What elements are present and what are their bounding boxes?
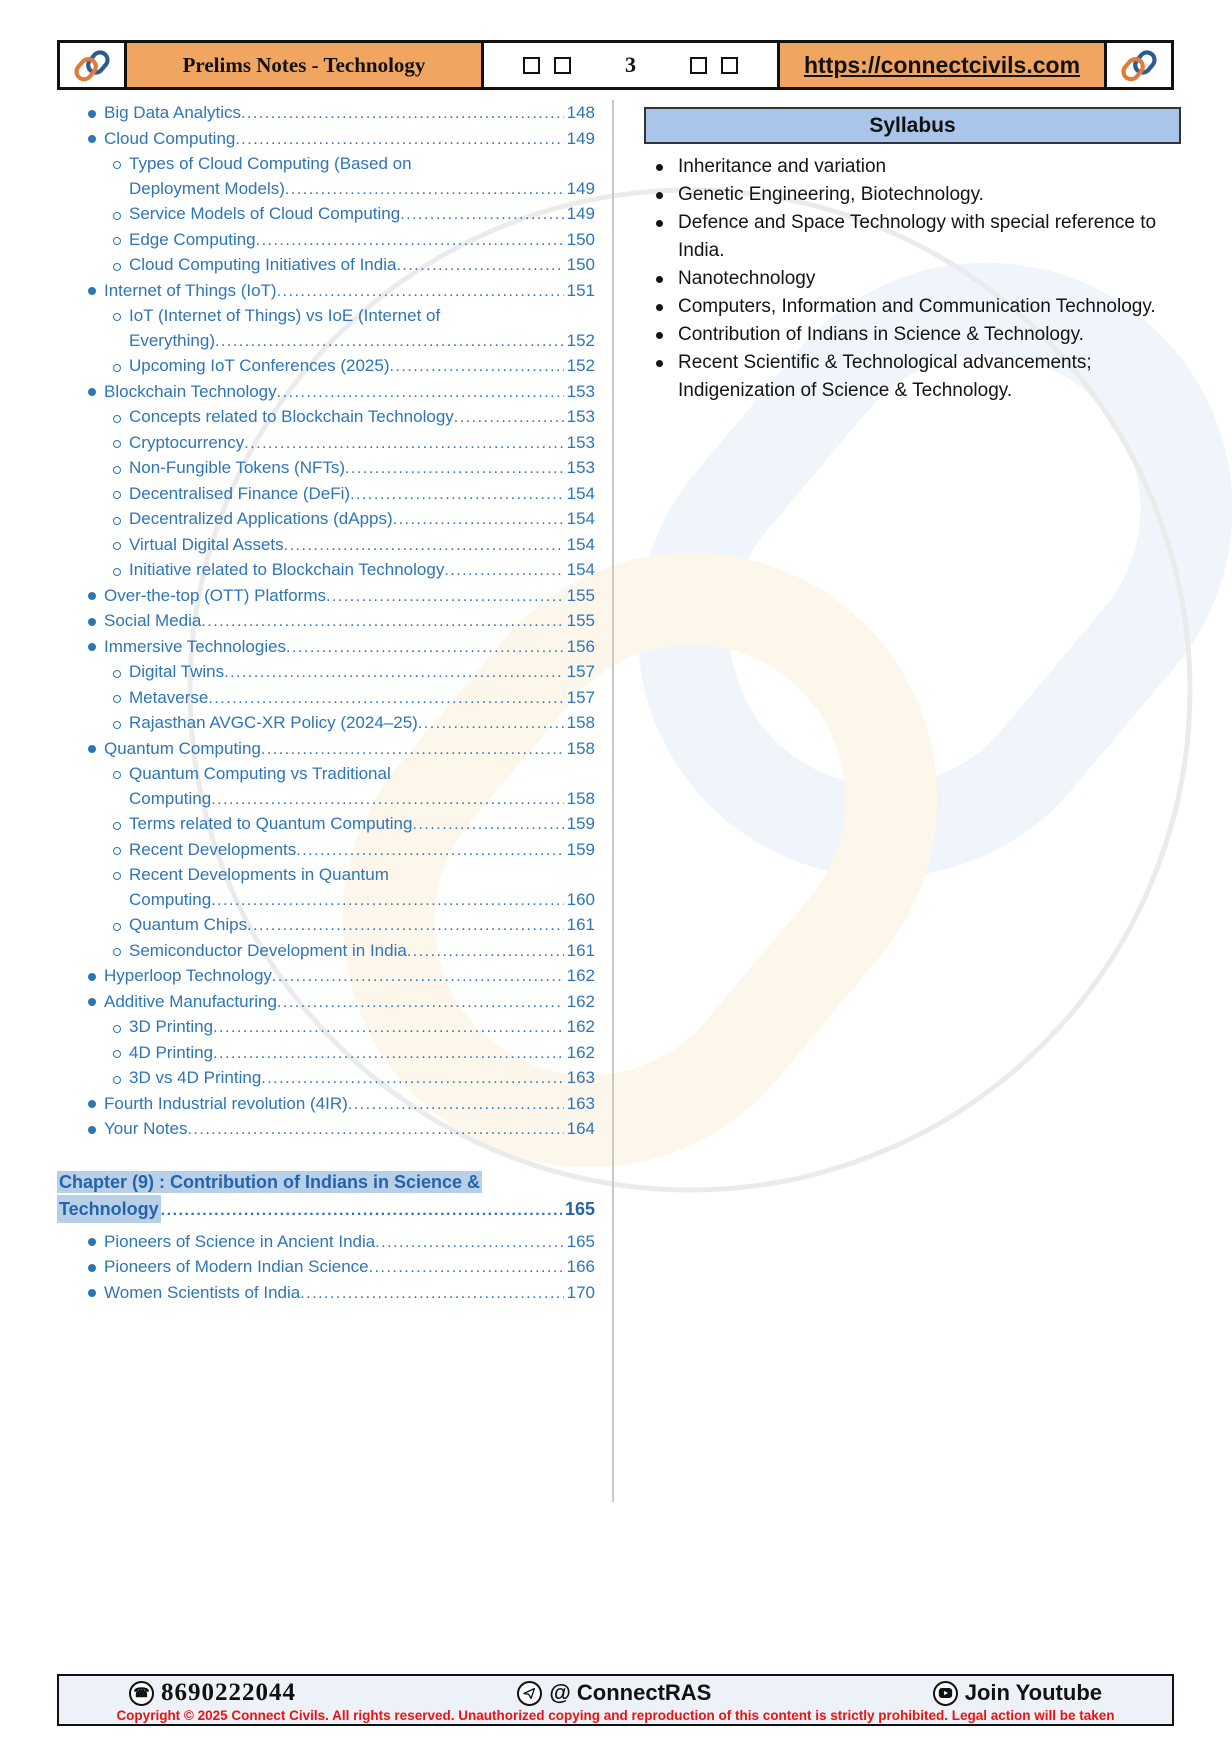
toc-page-number: 158: [566, 738, 595, 758]
dot-leader: [412, 813, 563, 838]
toc-line[interactable]: [57, 101, 595, 127]
toc-entry-text: Quantum Computing vs Traditional: [129, 764, 391, 783]
bullet-circle-icon: [113, 533, 129, 558]
dot-leader: [390, 355, 564, 380]
syllabus-item-text: Computers, Information and Communication Technology.: [678, 296, 1156, 317]
bullet-spacer: [113, 329, 129, 354]
dot-leader: [400, 203, 563, 228]
telegram-icon: [517, 1681, 542, 1706]
website-url-cell: [777, 40, 1107, 90]
toc-page-number: 165: [566, 1231, 595, 1251]
table-of-contents: [57, 101, 595, 1306]
toc-line[interactable]: [57, 990, 595, 1016]
youtube-icon: [933, 1681, 958, 1706]
dot-leader: [326, 585, 564, 610]
toc-page-number: 155: [566, 611, 595, 630]
toc-line[interactable]: [57, 1066, 595, 1092]
bullet-disc-icon: [88, 737, 104, 762]
toc-line[interactable]: [57, 1015, 595, 1041]
bullet-circle-icon: [113, 813, 129, 838]
toc-page-number: 159: [566, 814, 595, 833]
toc-line[interactable]: [57, 1230, 595, 1256]
toc-page-number: 166: [566, 1257, 595, 1277]
decor-square-icon: [554, 57, 571, 74]
dot-leader: [208, 687, 563, 712]
dot-leader: [213, 1042, 564, 1067]
dot-leader: [375, 1231, 563, 1256]
dot-leader: [285, 178, 564, 203]
toc-page-number: 161: [566, 915, 595, 934]
chapter-heading-line2: Technology: [57, 1195, 161, 1223]
toc-entry-text: Deployment Models): [129, 178, 285, 198]
toc-page-number: 149: [566, 128, 595, 148]
toc-line[interactable]: [57, 507, 595, 533]
bullet-circle-icon: [113, 838, 129, 863]
toc-entry-text: 4D Printing: [129, 1042, 214, 1062]
dot-leader: [369, 1256, 564, 1281]
toc-entry-text: Everything): [129, 330, 215, 350]
bullet-circle-icon: [113, 254, 129, 279]
dot-leader: [211, 889, 563, 914]
bullet-circle-icon: [113, 686, 129, 711]
toc-line[interactable]: [57, 737, 595, 763]
toc-page-number: 152: [566, 356, 595, 375]
toc-entry-text: Cryptocurrency: [129, 432, 245, 452]
bullet-circle-icon: [113, 914, 129, 939]
toc-page-number: 156: [566, 636, 595, 656]
toc-page-number: 150: [566, 229, 595, 249]
toc-line[interactable]: [57, 1255, 595, 1281]
bullet-disc-icon: [88, 584, 104, 609]
youtube-label: Join Youtube: [964, 1680, 1102, 1705]
toc-entry-text: Cloud Computing Initiatives of India: [129, 255, 397, 274]
chapter-9-heading[interactable]: [57, 1169, 595, 1224]
syllabus-item: [652, 209, 1172, 265]
toc-line[interactable]: [57, 1041, 595, 1067]
toc-entry-text: Edge Computing: [129, 229, 256, 249]
toc-line[interactable]: [57, 177, 595, 203]
chapter-heading-line1: Chapter (9) : Contribution of Indians in Science &: [59, 1171, 481, 1192]
bullet-circle-icon: [113, 431, 129, 456]
toc-line[interactable]: [57, 380, 595, 406]
toc-entry-text: Virtual Digital Assets: [129, 534, 284, 554]
toc-page-number: 157: [566, 662, 595, 681]
toc-line[interactable]: [57, 202, 595, 228]
toc-line[interactable]: [57, 1281, 595, 1307]
dot-leader: [244, 432, 563, 457]
syllabus-item-text: Inheritance and variation: [678, 156, 887, 177]
toc-page-number: 158: [566, 788, 595, 808]
toc-line[interactable]: [57, 329, 595, 355]
bullet-circle-icon: [113, 203, 129, 228]
toc-line[interactable]: [57, 228, 595, 254]
toc-page-number: 153: [566, 432, 595, 452]
toc-line[interactable]: [57, 863, 595, 888]
dot-leader: [286, 636, 564, 661]
phone-icon: ☎: [129, 1681, 154, 1706]
toc-line[interactable]: [57, 787, 595, 813]
dot-leader: [272, 965, 564, 990]
toc-entry-text: Fourth Industrial revolution (4IR): [104, 1093, 348, 1113]
toc-line[interactable]: [57, 711, 595, 737]
chain-link-logo-icon: [72, 45, 112, 85]
bullet-circle-icon: [113, 863, 129, 888]
syllabus-item: [652, 265, 1172, 293]
toc-line[interactable]: [57, 152, 595, 177]
bullet-disc-icon: [88, 1118, 104, 1143]
toc-entry-text: Decentralized Applications (dApps): [129, 509, 393, 528]
dot-leader: [187, 1118, 563, 1143]
toc-entry-text: Recent Developments in Quantum: [129, 865, 389, 884]
toc-page-number: 160: [566, 889, 595, 909]
toc-page-number: 154: [566, 509, 595, 528]
toc-entry-text: Computing: [129, 889, 212, 909]
toc-entry-text: Concepts related to Blockchain Technology: [129, 407, 454, 426]
bullet-disc-icon: [88, 1092, 104, 1117]
toc-entry-text: Over-the-top (OTT) Platforms: [104, 585, 326, 605]
bullet-circle-icon: [113, 152, 129, 177]
toc-page-number: 148: [566, 103, 595, 122]
toc-line[interactable]: [57, 431, 595, 457]
toc-line[interactable]: [57, 913, 595, 939]
toc-entry-text: Service Models of Cloud Computing: [129, 204, 401, 223]
bullet-circle-icon: [113, 939, 129, 964]
toc-line[interactable]: [57, 482, 595, 508]
dot-leader: [213, 1016, 564, 1041]
toc-entry-text: Social Media: [104, 611, 202, 630]
dot-leader: [247, 914, 564, 939]
dot-leader: [235, 128, 563, 153]
dot-leader: [444, 559, 563, 584]
bullet-circle-icon: [113, 559, 129, 584]
bullet-disc-icon: [88, 1256, 104, 1281]
bullet-disc-icon: [88, 610, 104, 635]
website-link[interactable]: https://connectcivils.com: [803, 51, 1081, 78]
toc-entry-text: Metaverse: [129, 687, 209, 707]
toc-entry-text: IoT (Internet of Things) vs IoE (Internet of: [129, 306, 441, 325]
toc-line[interactable]: [57, 686, 595, 712]
bullet-disc-icon: [88, 990, 104, 1015]
bullet-circle-icon: [113, 712, 129, 737]
page-number: 3: [625, 52, 636, 77]
bullet-disc-icon: [88, 635, 104, 660]
toc-entry-text: Digital Twins: [129, 662, 225, 681]
toc-page-number: 158: [566, 713, 595, 732]
toc-list: [57, 101, 595, 1143]
copyright-notice: Copyright © 2025 Connect Civils. All rights reserved. Unauthorized copying and reproduction of this content is strictly prohibited. Legal action will be taken: [116, 1708, 1115, 1723]
toc-entry-text: Your Notes: [104, 1119, 188, 1138]
header-right-cell: [1104, 40, 1174, 90]
toc-page-number: 162: [566, 966, 595, 985]
dot-leader: [215, 330, 564, 355]
toc-line[interactable]: [57, 405, 595, 431]
chapter-page-number: 165: [564, 1198, 595, 1219]
dot-leader: [241, 102, 564, 127]
telegram-handle: @ ConnectRAS: [549, 1680, 712, 1705]
toc-entry-text: Non-Fungible Tokens (NFTs): [129, 458, 346, 477]
toc-line[interactable]: [57, 1092, 595, 1118]
syllabus-item: [652, 293, 1172, 321]
page-number-cell: [481, 40, 780, 90]
toc-line[interactable]: [57, 939, 595, 965]
dot-leader: [345, 457, 564, 482]
decor-square-icon: [721, 57, 738, 74]
toc-entry-text: Hyperloop Technology: [104, 966, 272, 985]
toc-entry-text: Pioneers of Modern Indian Science: [104, 1257, 369, 1277]
dot-leader: [284, 534, 564, 559]
syllabus-item: [652, 153, 1172, 181]
toc-entry-text: Semiconductor Development in India: [129, 940, 407, 960]
toc-line[interactable]: [57, 812, 595, 838]
toc-entry-text: 3D Printing: [129, 1017, 214, 1036]
toc-page-number: 149: [566, 178, 595, 198]
toc-page-number: 149: [566, 204, 595, 223]
dot-leader: [348, 1093, 564, 1118]
dot-leader: [224, 661, 564, 686]
syllabus-item: [652, 321, 1172, 349]
toc-line[interactable]: [57, 456, 595, 482]
bullet-circle-icon: [113, 482, 129, 507]
toc-line[interactable]: [57, 888, 595, 914]
toc-page-number: 162: [566, 1042, 595, 1062]
toc-line[interactable]: [57, 762, 595, 787]
bullet-disc-icon: [88, 279, 104, 304]
toc-entry-text: Recent Developments: [129, 839, 297, 859]
toc-entry-text: Decentralised Finance (DeFi): [129, 483, 351, 503]
toc-line[interactable]: [57, 558, 595, 584]
toc-line[interactable]: [57, 127, 595, 153]
syllabus-item: [652, 181, 1172, 209]
syllabus-item-text: Contribution of Indians in Science & Technology.: [678, 324, 1084, 345]
dot-leader: [211, 788, 563, 813]
dot-leader: [454, 406, 564, 431]
bullet-circle-icon: [113, 508, 129, 533]
toc-page-number: 154: [566, 534, 595, 554]
dot-leader: [418, 712, 564, 737]
toc-entry-text: Cloud Computing: [104, 128, 236, 148]
toc-entry-text: Internet of Things (IoT): [104, 280, 277, 300]
toc-page-number: 162: [566, 1017, 595, 1036]
bullet-circle-icon: [113, 304, 129, 329]
toc-page-number: 164: [566, 1119, 595, 1138]
document-title: Prelims Notes - Technology: [124, 40, 484, 90]
toc-page-number: 163: [566, 1093, 595, 1113]
toc-entry-text: Immersive Technologies: [104, 636, 287, 656]
dot-leader: [277, 381, 564, 406]
bullet-circle-icon: [113, 406, 129, 431]
toc-entry-text: Additive Manufacturing: [104, 991, 277, 1011]
toc-entry-text: Quantum Chips: [129, 915, 248, 934]
toc-page-number: 159: [566, 839, 595, 859]
toc-page-number: 151: [566, 280, 595, 300]
bullet-spacer: [113, 177, 129, 202]
dot-leader: [261, 1067, 563, 1092]
toc-page-number: 157: [566, 687, 595, 707]
toc-entry-text: Big Data Analytics: [104, 103, 242, 122]
toc-entry-text: 3D vs 4D Printing: [129, 1068, 262, 1087]
dot-leader: [296, 839, 563, 864]
bullet-circle-icon: [113, 228, 129, 253]
bullet-disc-icon: [88, 965, 104, 990]
toc-line[interactable]: [57, 253, 595, 279]
bullet-circle-icon: [113, 1016, 129, 1041]
decor-square-icon: [523, 57, 540, 74]
toc-page-number: 153: [566, 381, 595, 401]
header-left-cell: [57, 40, 127, 90]
telegram-contact[interactable]: [517, 1680, 711, 1706]
toc-line[interactable]: [57, 660, 595, 686]
bullet-circle-icon: [113, 1067, 129, 1092]
bullet-circle-icon: [113, 762, 129, 787]
toc-page-number: 154: [566, 560, 595, 579]
dot-leader: [256, 229, 564, 254]
toc-page-number: 170: [566, 1282, 595, 1302]
toc-page-number: 161: [566, 940, 595, 960]
youtube-contact[interactable]: [933, 1680, 1102, 1706]
toc-page-number: 152: [566, 330, 595, 350]
chapter-9-entries: [57, 1230, 595, 1307]
syllabus-list: [652, 153, 1172, 405]
toc-page-number: 153: [566, 458, 595, 477]
toc-entry-text: Quantum Computing: [104, 738, 261, 758]
toc-line[interactable]: [57, 304, 595, 329]
toc-page-number: 150: [566, 255, 595, 274]
column-divider: [612, 100, 614, 1502]
bullet-circle-icon: [113, 661, 129, 686]
bullet-circle-icon: [113, 1041, 129, 1066]
syllabus-item-text: Recent Scientific & Technological advancements; Indigenization of Science & Technology.: [678, 352, 1092, 401]
toc-page-number: 154: [566, 483, 595, 503]
dot-leader: [407, 940, 564, 965]
toc-entry-text: Upcoming IoT Conferences (2025): [129, 356, 390, 375]
toc-entry-text: Women Scientists of India: [104, 1282, 301, 1302]
toc-page-number: 153: [566, 407, 595, 426]
bullet-spacer: [113, 787, 129, 812]
syllabus-item-text: Defence and Space Technology with special reference to India.: [678, 212, 1157, 261]
dot-leader: [201, 610, 563, 635]
dot-leader: [300, 1282, 563, 1307]
dot-leader: [277, 280, 564, 305]
toc-line[interactable]: [57, 964, 595, 990]
toc-entry-text: Pioneers of Science in Ancient India: [104, 1231, 376, 1251]
bullet-circle-icon: [113, 355, 129, 380]
toc-line[interactable]: [57, 609, 595, 635]
bullet-circle-icon: [113, 457, 129, 482]
toc-entry-text: Initiative related to Blockchain Technology: [129, 560, 445, 579]
toc-page-number: 155: [566, 585, 595, 605]
toc-line[interactable]: [57, 533, 595, 559]
phone-number: 8690222044: [161, 1679, 296, 1706]
dot-leader: [396, 254, 563, 279]
toc-entry-text: Computing: [129, 788, 212, 808]
bullet-disc-icon: [88, 380, 104, 405]
toc-line[interactable]: [57, 635, 595, 661]
toc-line[interactable]: [57, 838, 595, 864]
dot-leader: [393, 508, 564, 533]
toc-entry-text: Blockchain Technology: [104, 381, 277, 401]
syllabus-item: [652, 349, 1172, 405]
toc-line[interactable]: [57, 279, 595, 305]
bullet-disc-icon: [88, 1281, 104, 1306]
toc-page-number: 162: [566, 991, 595, 1011]
dot-leader: [261, 738, 564, 763]
bullet-disc-icon: [88, 102, 104, 127]
syllabus-item-text: Nanotechnology: [678, 268, 816, 289]
page-footer: [57, 1674, 1174, 1726]
toc-entry-text: Types of Cloud Computing (Based on: [129, 154, 412, 173]
toc-page-number: 163: [566, 1068, 595, 1087]
bullet-disc-icon: [88, 1230, 104, 1255]
toc-entry-text: Rajasthan AVGC-XR Policy (2024–25): [129, 713, 418, 732]
syllabus-item-text: Genetic Engineering, Biotechnology.: [678, 184, 984, 205]
dot-leader: [161, 1198, 562, 1224]
syllabus-header: Syllabus: [644, 107, 1181, 144]
bullet-spacer: [113, 888, 129, 913]
page-header: [57, 40, 1174, 90]
toc-line[interactable]: [57, 584, 595, 610]
toc-line[interactable]: [57, 1117, 595, 1143]
toc-entry-text: Terms related to Quantum Computing: [129, 814, 413, 833]
toc-line[interactable]: [57, 354, 595, 380]
decor-square-icon: [690, 57, 707, 74]
chain-link-logo-icon: [1119, 45, 1159, 85]
bullet-disc-icon: [88, 127, 104, 152]
dot-leader: [350, 483, 564, 508]
dot-leader: [277, 991, 564, 1016]
phone-contact[interactable]: [129, 1679, 296, 1707]
